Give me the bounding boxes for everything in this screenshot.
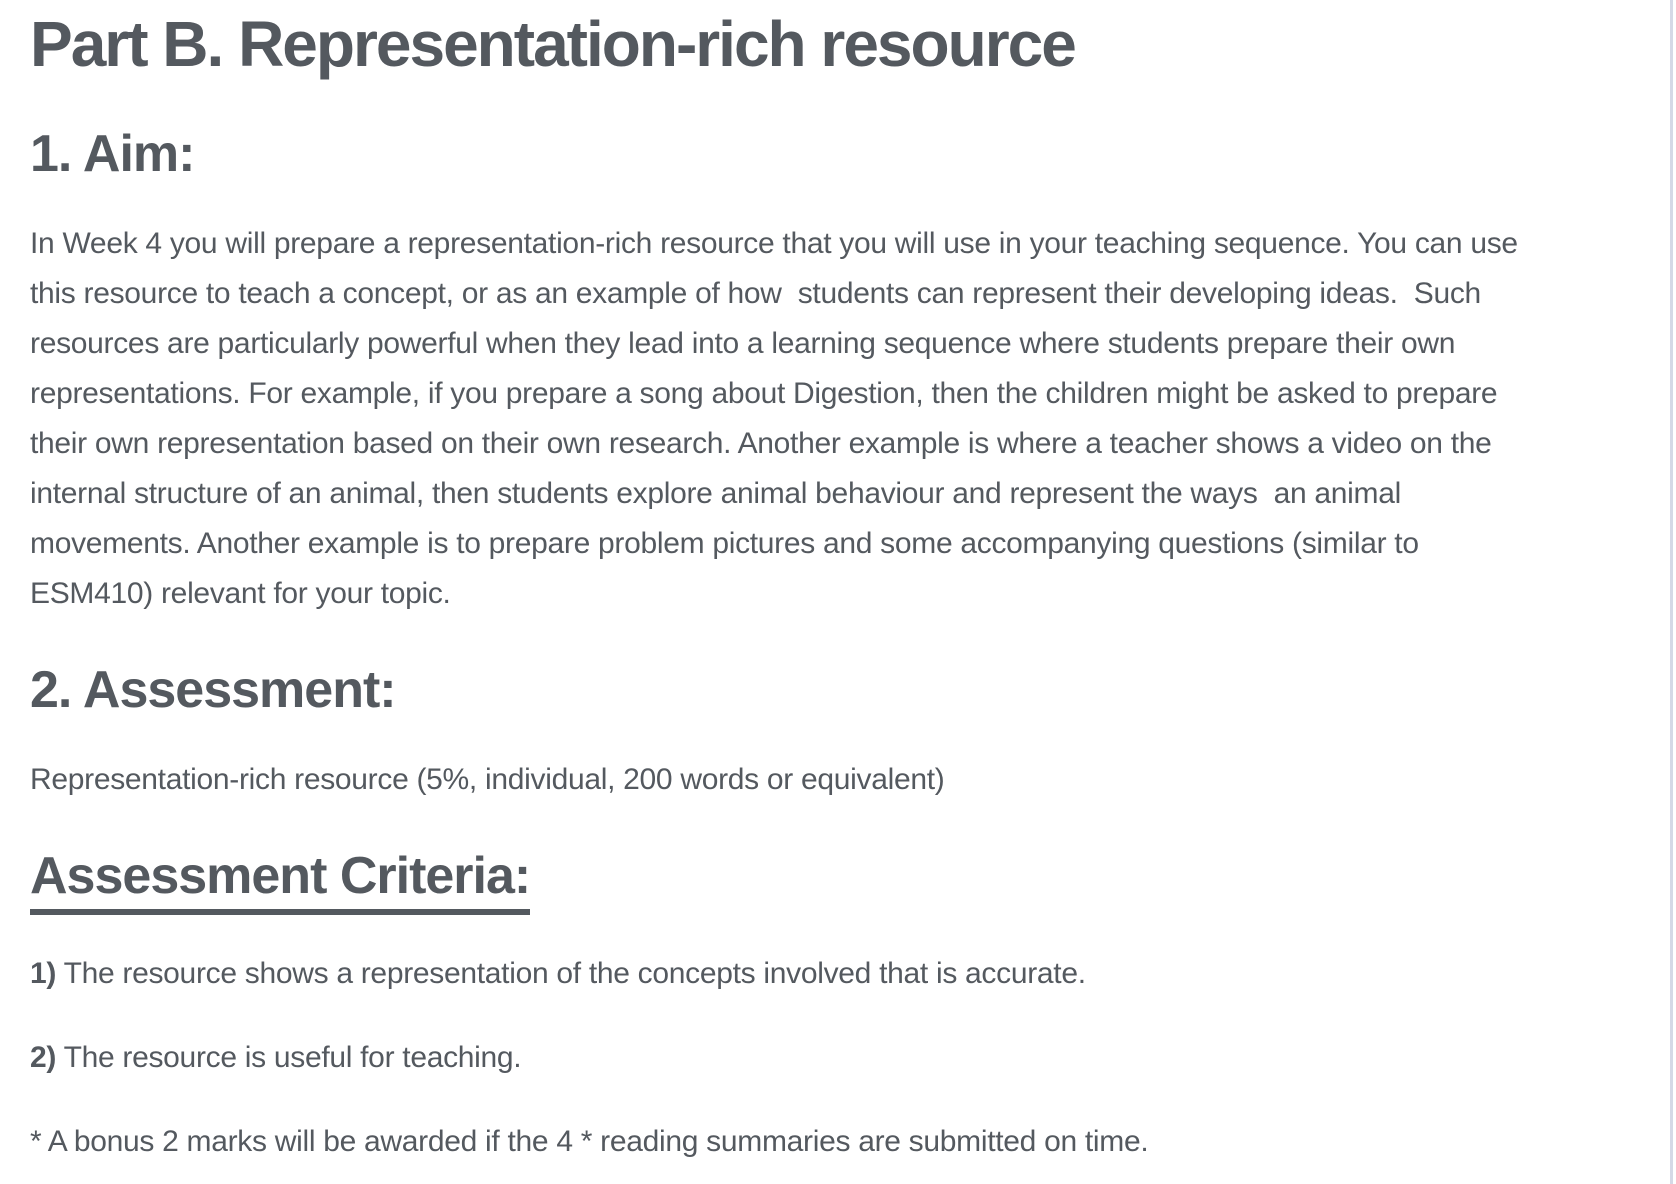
- aim-heading: 1. Aim:: [30, 125, 195, 183]
- criteria-item-2-text: The resource is useful for teaching.: [56, 1041, 522, 1074]
- bonus-note: * A bonus 2 marks will be awarded if the 4 * reading summaries are submitted on time.: [30, 1125, 1149, 1158]
- criteria-heading: [30, 845, 1530, 915]
- criteria-item-2: [30, 1033, 1530, 1083]
- aim-body: In Week 4 you will prepare a representation-rich resource that you will use in your teaching sequence. You can use this resource to teach a concept, or as an example of how students can represent their developing ideas. Such resources are particularly powerful when they lead into a learning sequence where students prepare their own representations. For example, if you prepare a song about Digestion, then the children might be asked to prepare their own representation based on their own research. Another example is where a teacher shows a video on the internal structure of an animal, then students explore animal behaviour and represent the ways an animal movements. Another example is to prepare problem pictures and some accompanying questions (similar to ESM410) relevant for your topic.: [30, 227, 1526, 610]
- page-title: Part B. Representation-rich resource: [30, 8, 1075, 80]
- criteria-heading-text: Assessment Criteria:: [30, 845, 530, 915]
- criteria-item-2-number: 2): [30, 1041, 57, 1074]
- criteria-item-1: [30, 949, 1530, 999]
- assessment-body: Representation-rich resource (5%, individual, 200 words or equivalent): [30, 763, 945, 796]
- document-content: [30, 6, 1530, 1167]
- assessment-heading: 2. Assessment:: [30, 661, 396, 719]
- criteria-item-1-number: 1): [30, 957, 57, 990]
- content-pane-divider: [1670, 0, 1673, 1184]
- criteria-item-1-text: The resource shows a representation of the concepts involved that is accurate.: [56, 957, 1086, 990]
